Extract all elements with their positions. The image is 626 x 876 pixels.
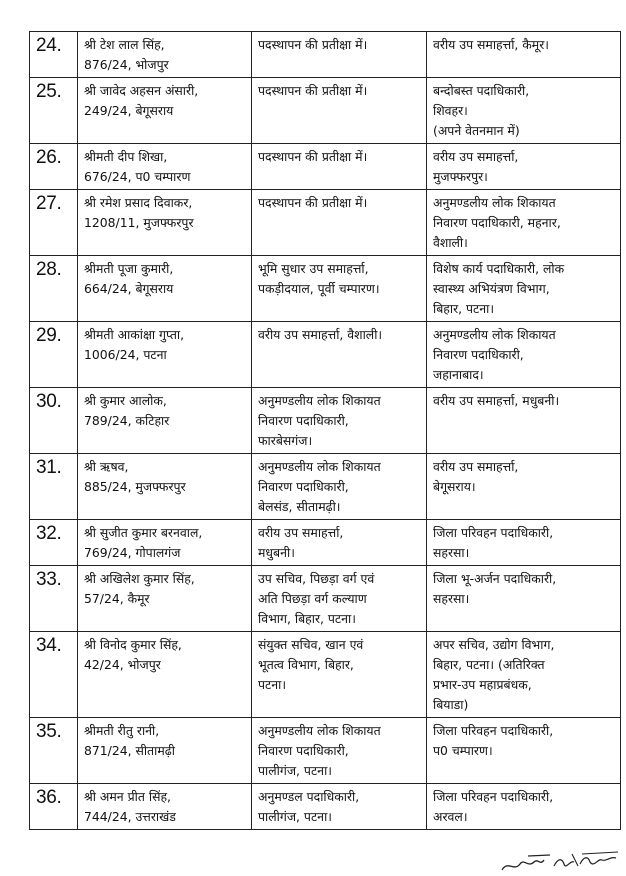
officer-name-line: श्री जावेद अहसन अंसारी, [84,83,199,98]
serial-number-cell [30,784,78,830]
new-posting-line: अनुमण्डलीय लोक शिकायत [433,327,556,342]
officer-name-line: 1006/24, पटना [84,347,167,362]
table-row [30,78,621,144]
new-posting-line: अपर सचिव, उद्योग विभाग, [433,637,555,652]
new-posting-cell [427,322,621,388]
new-posting-line: प0 चम्पारण। [433,743,493,758]
current-posting-line: उप सचिव, पिछड़ा वर्ग एवं [258,571,375,586]
serial-number-cell [30,322,78,388]
officer-name-line: 42/24, भोजपुर [84,657,161,672]
current-posting-line: पालीगंज, पटना। [258,763,332,778]
serial-number: 27. [36,193,62,214]
current-posting-line: मधुबनी। [258,545,295,560]
new-posting-cell [427,520,621,566]
current-posting-line: अति पिछड़ा वर्ग कल्याण [258,591,367,606]
table-row [30,784,621,830]
new-posting-line: स्वास्थ्य अभियंत्रण विभाग, [433,281,550,296]
officer-name-cell [78,388,252,454]
new-posting-line: मुजफ्फरपुर। [433,169,488,184]
current-posting-line: अनुमण्डलीय लोक शिकायत [258,723,381,738]
current-posting-line: अनुमण्डलीय लोक शिकायत [258,393,381,408]
officer-name-line: श्री ऋषव, [84,459,129,474]
officer-name-line: श्री अखिलेश कुमार सिंह, [84,571,195,586]
new-posting-line: वरीय उप समाहर्त्ता, [433,459,519,474]
serial-number: 31. [36,457,62,478]
current-posting-cell [252,256,427,322]
new-posting-line: अरवल। [433,809,468,824]
current-posting-line: फारबेसगंज। [258,433,313,448]
new-posting-line: विशेष कार्य पदाधिकारी, लोक [433,261,565,276]
current-posting-line: विभाग, बिहार, पटना। [258,611,356,626]
serial-number: 36. [36,787,62,808]
new-posting-cell [427,632,621,718]
current-posting-cell [252,784,427,830]
new-posting-line: बियाडा) [433,697,469,712]
new-posting-line: वरीय उप समाहर्त्ता, कैमूर। [433,37,549,52]
serial-number: 35. [36,721,62,742]
officer-name-line: 885/24, मुजफ्फरपुर [84,479,186,494]
new-posting-cell [427,566,621,632]
officer-name-line: श्रीमती पूजा कुमारी, [84,261,174,276]
current-posting-line: वरीय उप समाहर्त्ता, वैशाली। [258,327,383,342]
current-posting-line: पालीगंज, पटना। [258,809,332,824]
current-posting-line: पटना। [258,677,287,692]
officer-name-cell [78,632,252,718]
officer-name-cell [78,256,252,322]
officer-name-line: श्रीमती दीप शिखा, [84,149,168,164]
new-posting-line: वरीय उप समाहर्त्ता, [433,149,519,164]
officer-name-cell [78,784,252,830]
officer-name-line: 744/24, उत्तराखंड [84,809,176,824]
serial-number-cell [30,190,78,256]
officer-name-cell [78,566,252,632]
officer-name-line: श्रीमती आकांक्षा गुप्ता, [84,327,185,342]
officer-name-line: 789/24, कटिहार [84,413,170,428]
new-posting-line: जिला परिवहन पदाधिकारी, [433,723,554,738]
new-posting-line: जिला भू-अर्जन पदाधिकारी, [433,571,557,586]
new-posting-line: जिला परिवहन पदाधिकारी, [433,525,554,540]
table-row [30,520,621,566]
new-posting-cell [427,78,621,144]
serial-number-cell [30,718,78,784]
new-posting-cell [427,454,621,520]
officer-name-line: श्री सुजीत कुमार बरनवाल, [84,525,203,540]
current-posting-line: अनुमण्डलीय लोक शिकायत [258,459,381,474]
serial-number: 25. [36,81,62,102]
new-posting-cell [427,144,621,190]
serial-number: 26. [36,147,62,168]
officer-name-cell [78,454,252,520]
table-row [30,256,621,322]
officer-name-line: श्रीमती रीतु रानी, [84,723,160,738]
current-posting-cell [252,566,427,632]
officer-name-line: 664/24, बेगूसराय [84,281,174,296]
new-posting-line: निवारण पदाधिकारी, महनार, [433,215,561,230]
current-posting-line: भूमि सुधार उप समाहर्त्ता, [258,261,369,276]
officer-name-line: श्री कुमार आलोक, [84,393,167,408]
officer-name-cell [78,190,252,256]
officer-name-cell [78,144,252,190]
officer-name-line: 1208/11, मुजफ्फरपुर [84,215,194,230]
serial-number-cell [30,520,78,566]
current-posting-cell [252,520,427,566]
current-posting-line: भूतत्व विभाग, बिहार, [258,657,354,672]
table-row [30,632,621,718]
new-posting-line: अनुमण्डलीय लोक शिकायत [433,195,556,210]
new-posting-line: बन्दोबस्त पदाधिकारी, [433,83,530,98]
officer-name-line: 876/24, भोजपुर [84,57,169,72]
serial-number-cell [30,566,78,632]
signature-scrawl-icon [498,846,624,876]
current-posting-line: निवारण पदाधिकारी, [258,479,349,494]
serial-number-cell [30,388,78,454]
table-body [30,32,621,830]
handwritten-signature [498,846,624,876]
officer-name-line: 871/24, सीतामढ़ी [84,743,175,758]
serial-number: 28. [36,259,62,280]
new-posting-line: बेगूसराय। [433,479,476,494]
current-posting-cell [252,190,427,256]
current-posting-line: पदस्थापन की प्रतीक्षा में। [258,37,368,52]
serial-number: 24. [36,35,62,56]
current-posting-line: निवारण पदाधिकारी, [258,743,349,758]
table-row [30,388,621,454]
current-posting-cell [252,632,427,718]
current-posting-line: पकड़ीदयाल, पूर्वी चम्पारण। [258,281,380,296]
current-posting-line: वरीय उप समाहर्त्ता, [258,525,344,540]
current-posting-cell [252,144,427,190]
new-posting-line: वैशाली। [433,235,468,250]
serial-number: 29. [36,325,62,346]
new-posting-cell [427,718,621,784]
officer-name-line: श्री अमन प्रीत सिंह, [84,789,171,804]
new-posting-cell [427,256,621,322]
table-row [30,566,621,632]
officer-name-cell [78,78,252,144]
current-posting-cell [252,454,427,520]
serial-number: 34. [36,635,62,656]
current-posting-cell [252,78,427,144]
serial-number-cell [30,32,78,78]
officer-name-line: 57/24, कैमूर [84,591,150,606]
table-row [30,322,621,388]
officer-name-line: श्री टेश लाल सिंह, [84,37,165,52]
table-row [30,32,621,78]
table-row [30,190,621,256]
serial-number: 33. [36,569,62,590]
current-posting-line: बेलसंड, सीतामढ़ी। [258,499,341,514]
officer-name-line: श्री रमेश प्रसाद दिवाकर, [84,195,193,210]
current-posting-cell [252,32,427,78]
new-posting-line: सहरसा। [433,591,470,606]
serial-number-cell [30,78,78,144]
table-row [30,718,621,784]
officer-name-line: 249/24, बेगूसराय [84,103,174,118]
serial-number-cell [30,632,78,718]
officer-name-cell [78,520,252,566]
new-posting-cell [427,388,621,454]
current-posting-cell [252,718,427,784]
current-posting-line: पदस्थापन की प्रतीक्षा में। [258,195,368,210]
table-row [30,144,621,190]
new-posting-line: सहरसा। [433,545,470,560]
serial-number-cell [30,454,78,520]
officer-name-cell [78,32,252,78]
officer-name-cell [78,322,252,388]
new-posting-line: बिहार, पटना। [433,301,495,316]
current-posting-line: पदस्थापन की प्रतीक्षा में। [258,83,368,98]
current-posting-line: संयुक्त सचिव, खान एवं [258,637,364,652]
serial-number-cell [30,144,78,190]
new-posting-line: निवारण पदाधिकारी, [433,347,524,362]
new-posting-line: शिवहर। [433,103,468,118]
new-posting-cell [427,190,621,256]
transfer-posting-table [29,31,621,830]
new-posting-line: प्रभार-उप महाप्रबंधक, [433,677,532,692]
current-posting-cell [252,322,427,388]
serial-number: 32. [36,523,62,544]
officer-name-cell [78,718,252,784]
current-posting-cell [252,388,427,454]
current-posting-line: निवारण पदाधिकारी, [258,413,349,428]
serial-number-cell [30,256,78,322]
new-posting-cell [427,784,621,830]
table-row [30,454,621,520]
officer-name-line: श्री विनोद कुमार सिंह, [84,637,182,652]
officer-name-line: 769/24, गोपालगंज [84,545,181,560]
new-posting-line: बिहार, पटना। (अतिरिक्त [433,657,545,672]
new-posting-line: जहानाबाद। [433,367,484,382]
officer-name-line: 676/24, प0 चम्पारण [84,169,191,184]
current-posting-line: पदस्थापन की प्रतीक्षा में। [258,149,368,164]
current-posting-line: अनुमण्डल पदाधिकारी, [258,789,360,804]
new-posting-line: वरीय उप समाहर्त्ता, मधुबनी। [433,393,560,408]
new-posting-cell [427,32,621,78]
new-posting-line: जिला परिवहन पदाधिकारी, [433,789,554,804]
new-posting-line: (अपने वेतनमान में) [433,123,520,138]
serial-number: 30. [36,391,62,412]
